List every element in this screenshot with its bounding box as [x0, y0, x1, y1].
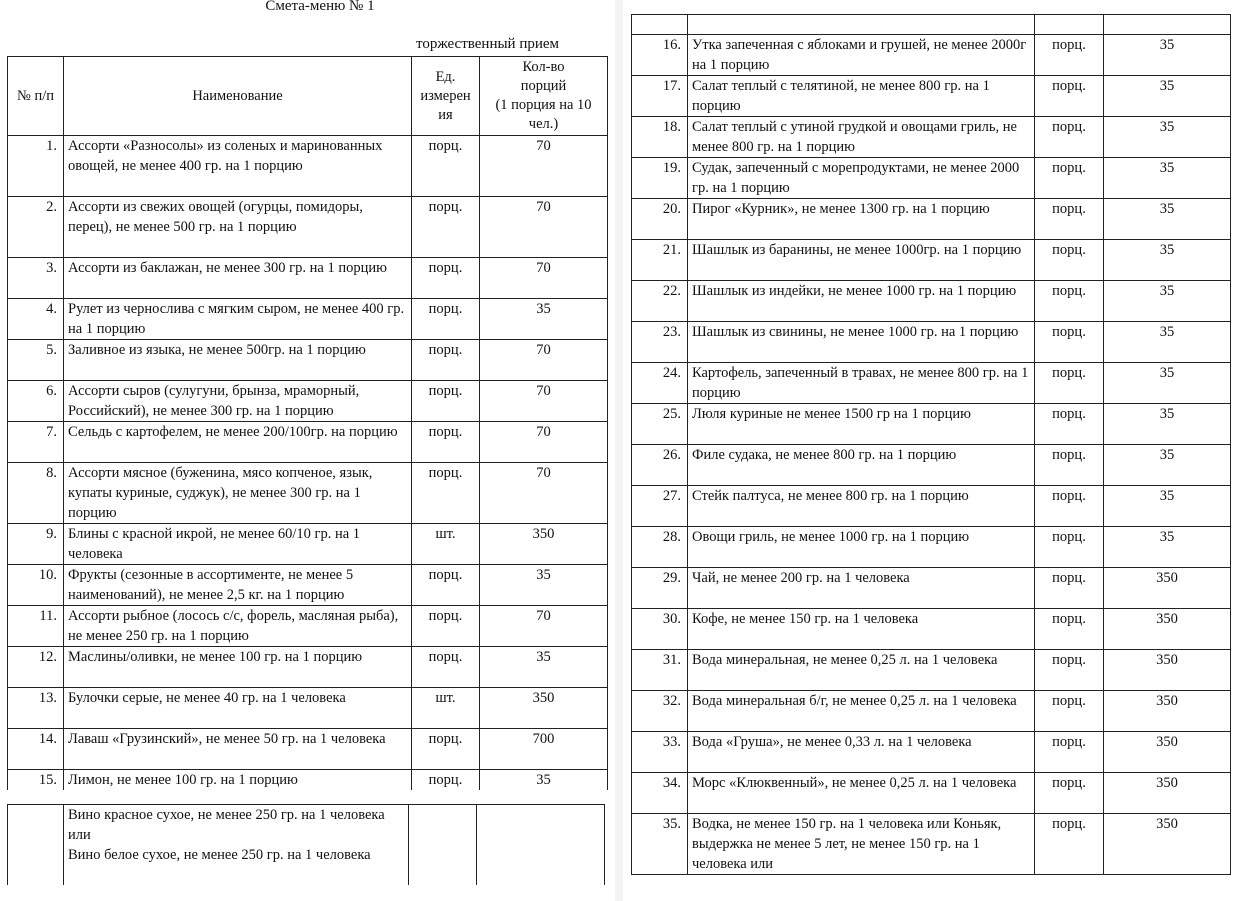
wine-table [7, 804, 605, 885]
row-number: 10. [8, 565, 64, 606]
table-row [8, 805, 605, 886]
item-unit: порц. [1035, 609, 1104, 650]
row-number: 30. [632, 609, 688, 650]
item-unit: порц. [1035, 773, 1104, 814]
item-unit: порц. [1035, 568, 1104, 609]
table-row [632, 322, 1231, 363]
item-name: Кофе, не менее 150 гр. на 1 человека [688, 609, 1035, 650]
item-unit: порц. [412, 381, 480, 422]
table-row [632, 281, 1231, 322]
item-qty: 70 [480, 463, 608, 524]
table-row [8, 422, 608, 463]
row-number: 23. [632, 322, 688, 363]
row-number: 16. [632, 35, 688, 76]
item-qty: 35 [480, 770, 608, 791]
table-row [632, 773, 1231, 814]
table-row [8, 258, 608, 299]
item-unit: порц. [412, 136, 480, 197]
item-name: Вода «Груша», не менее 0,33 л. на 1 человека [688, 732, 1035, 773]
row-number: 35. [632, 814, 688, 875]
item-qty: 35 [1104, 404, 1231, 445]
item-unit: шт. [412, 524, 480, 565]
item-unit: порц. [1035, 240, 1104, 281]
table-row [8, 299, 608, 340]
item-qty: 35 [480, 565, 608, 606]
item-unit: порц. [412, 770, 480, 791]
row-number: 8. [8, 463, 64, 524]
item-qty: 350 [1104, 568, 1231, 609]
row-number: 27. [632, 486, 688, 527]
row-number: 21. [632, 240, 688, 281]
table-row [8, 565, 608, 606]
item-qty: 350 [1104, 691, 1231, 732]
document-subtitle: торжественный прием [416, 36, 560, 52]
item-qty: 35 [480, 299, 608, 340]
item-unit: шт. [412, 688, 480, 729]
table-row [8, 606, 608, 647]
item-qty: 350 [1104, 773, 1231, 814]
table-row [632, 404, 1231, 445]
table-row [632, 732, 1231, 773]
table-row [632, 486, 1231, 527]
item-name: Шашлык из баранины, не менее 1000гр. на 1 порцию [688, 240, 1035, 281]
item-name: Блины с красной икрой, не менее 60/10 гр. на 1 человека [64, 524, 412, 565]
item-qty: 350 [1104, 650, 1231, 691]
table-row [632, 650, 1231, 691]
row-number: 13. [8, 688, 64, 729]
item-unit: порц. [1035, 486, 1104, 527]
item-qty: 35 [1104, 527, 1231, 568]
table-row [8, 197, 608, 258]
table-row [8, 340, 608, 381]
row-number: 26. [632, 445, 688, 486]
item-qty: 35 [1104, 117, 1231, 158]
item-name: Чай, не менее 200 гр. на 1 человека [688, 568, 1035, 609]
item-unit: порц. [1035, 404, 1104, 445]
header-qty: Кол-во порций (1 порция на 10 чел.) [480, 57, 608, 136]
item-name: Лимон, не менее 100 гр. на 1 порцию [64, 770, 412, 791]
item-name: Маслины/оливки, не менее 100 гр. на 1 порцию [64, 647, 412, 688]
row-number: 19. [632, 158, 688, 199]
item-qty: 35 [1104, 158, 1231, 199]
item-name: Ассорти мясное (буженина, мясо копченое, язык, купаты куриные, суджук), не менее 300 гр. на 1 порцию [64, 463, 412, 524]
item-name: Утка запеченная с яблоками и грушей, не менее 2000г на 1 порцию [688, 35, 1035, 76]
row-number: 33. [632, 732, 688, 773]
table-row [8, 136, 608, 197]
item-qty: 35 [480, 647, 608, 688]
item-name: Ассорти рыбное (лосось с/с, форель, масляная рыба), не менее 250 гр. на 1 порцию [64, 606, 412, 647]
item-qty: 350 [1104, 609, 1231, 650]
item-unit: порц. [412, 299, 480, 340]
row-number: 34. [632, 773, 688, 814]
table-row [8, 524, 608, 565]
table-row [632, 158, 1231, 199]
item-name: Люля куриные не менее 1500 гр на 1 порцию [688, 404, 1035, 445]
item-unit: порц. [1035, 650, 1104, 691]
row-number: 3. [8, 258, 64, 299]
item-qty: 350 [480, 688, 608, 729]
item-name: Водка, не менее 150 гр. на 1 человека или Коньяк, выдержка не менее 5 лет, не менее 150 гр. на 1 человека или [688, 814, 1035, 875]
item-unit: порц. [1035, 527, 1104, 568]
item-qty: 70 [480, 340, 608, 381]
item-unit: порц. [1035, 691, 1104, 732]
row-number: 15. [8, 770, 64, 791]
item-unit: порц. [412, 258, 480, 299]
table-row [632, 691, 1231, 732]
item-qty: 70 [480, 381, 608, 422]
item-name: Вода минеральная, не менее 0,25 л. на 1 человека [688, 650, 1035, 691]
row-number: 20. [632, 199, 688, 240]
row-number: 6. [8, 381, 64, 422]
item-name: Стейк палтуса, не менее 800 гр. на 1 порцию [688, 486, 1035, 527]
table-row [632, 814, 1231, 875]
item-name: Булочки серые, не менее 40 гр. на 1 человека [64, 688, 412, 729]
item-qty: 35 [1104, 281, 1231, 322]
item-name: Морс «Клюквенный», не менее 0,25 л. на 1 человека [688, 773, 1035, 814]
item-qty: 70 [480, 258, 608, 299]
table-row [8, 688, 608, 729]
item-qty: 35 [1104, 322, 1231, 363]
item-unit: порц. [412, 422, 480, 463]
item-name: Ассорти «Разносолы» из соленых и маринованных овощей, не менее 400 гр. на 1 порцию [64, 136, 412, 197]
row-number: 4. [8, 299, 64, 340]
item-qty: 70 [480, 197, 608, 258]
item-unit: порц. [1035, 35, 1104, 76]
row-number: 29. [632, 568, 688, 609]
table-row [632, 568, 1231, 609]
item-unit: порц. [412, 729, 480, 770]
table-row [632, 117, 1231, 158]
item-qty: 70 [480, 136, 608, 197]
item-qty: 700 [480, 729, 608, 770]
item-name: Салат теплый с телятиной, не менее 800 гр. на 1 порцию [688, 76, 1035, 117]
item-qty: 35 [1104, 35, 1231, 76]
row-number: 32. [632, 691, 688, 732]
item-unit: порц. [1035, 363, 1104, 404]
row-number: 7. [8, 422, 64, 463]
wine-name: Вино красное сухое, не менее 250 гр. на 1 человека или Вино белое сухое, не менее 250 гр. на 1 человека [64, 805, 409, 886]
item-name: Судак, запеченный с морепродуктами, не менее 2000 гр. на 1 порцию [688, 158, 1035, 199]
item-unit: порц. [1035, 158, 1104, 199]
item-unit: порц. [1035, 814, 1104, 875]
row-number: 28. [632, 527, 688, 568]
item-qty: 35 [1104, 199, 1231, 240]
item-name: Фрукты (сезонные в ассортименте, не менее 5 наименований), не менее 2,5 кг. на 1 порцию [64, 565, 412, 606]
item-qty: 35 [1104, 76, 1231, 117]
table-row [632, 35, 1231, 76]
item-name: Рулет из чернослива с мягким сыром, не менее 400 гр. на 1 порцию [64, 299, 412, 340]
row-number: 5. [8, 340, 64, 381]
item-name: Заливное из языка, не менее 500гр. на 1 порцию [64, 340, 412, 381]
item-name: Картофель, запеченный в травах, не менее 800 гр. на 1 порцию [688, 363, 1035, 404]
row-number: 31. [632, 650, 688, 691]
item-qty: 70 [480, 606, 608, 647]
item-name: Вода минеральная б/г, не менее 0,25 л. на 1 человека [688, 691, 1035, 732]
item-unit: порц. [1035, 732, 1104, 773]
item-qty: 70 [480, 422, 608, 463]
row-number: 17. [632, 76, 688, 117]
item-unit: порц. [412, 606, 480, 647]
item-name: Ассорти из баклажан, не менее 300 гр. на 1 порцию [64, 258, 412, 299]
table-row [8, 647, 608, 688]
menu-table-left [7, 56, 608, 790]
item-unit: порц. [1035, 76, 1104, 117]
item-qty: 350 [480, 524, 608, 565]
item-unit: порц. [412, 647, 480, 688]
table-header-row [632, 15, 1231, 35]
item-unit: порц. [412, 565, 480, 606]
row-number: 25. [632, 404, 688, 445]
table-header-row [8, 57, 608, 136]
header-unit: Ед. измерен ия [412, 57, 480, 136]
table-row [8, 729, 608, 770]
table-row [632, 363, 1231, 404]
item-qty: 35 [1104, 363, 1231, 404]
item-name: Ассорти из свежих овощей (огурцы, помидоры, перец), не менее 500 гр. на 1 порцию [64, 197, 412, 258]
table-row [8, 463, 608, 524]
item-name: Шашлык из свинины, не менее 1000 гр. на 1 порцию [688, 322, 1035, 363]
item-unit: порц. [412, 463, 480, 524]
table-row [8, 770, 608, 791]
row-number: 22. [632, 281, 688, 322]
table-row [8, 381, 608, 422]
table-row [632, 76, 1231, 117]
header-name: Наименование [64, 57, 412, 136]
item-name: Салат теплый с утиной грудкой и овощами гриль, не менее 800 гр. на 1 порцию [688, 117, 1035, 158]
table-row [632, 527, 1231, 568]
table-row [632, 199, 1231, 240]
row-number: 2. [8, 197, 64, 258]
row-number: 12. [8, 647, 64, 688]
item-unit: порц. [1035, 117, 1104, 158]
item-unit: порц. [412, 340, 480, 381]
table-row [632, 445, 1231, 486]
item-name: Сельдь с картофелем, не менее 200/100гр. на порцию [64, 422, 412, 463]
item-name: Ассорти сыров (сулугуни, брынза, мраморный, Российский), не менее 300 гр. на 1 порцию [64, 381, 412, 422]
item-qty: 350 [1104, 732, 1231, 773]
row-number: 11. [8, 606, 64, 647]
item-unit: порц. [1035, 445, 1104, 486]
menu-table-right [631, 14, 1231, 875]
row-number: 1. [8, 136, 64, 197]
row-number: 18. [632, 117, 688, 158]
item-name: Филе судака, не менее 800 гр. на 1 порцию [688, 445, 1035, 486]
item-unit: порц. [1035, 281, 1104, 322]
item-qty: 35 [1104, 486, 1231, 527]
row-number: 9. [8, 524, 64, 565]
table-row [632, 609, 1231, 650]
item-qty: 35 [1104, 240, 1231, 281]
item-qty: 350 [1104, 814, 1231, 875]
item-unit: порц. [1035, 322, 1104, 363]
item-unit: порц. [1035, 199, 1104, 240]
item-name: Лаваш «Грузинский», не менее 50 гр. на 1 человека [64, 729, 412, 770]
item-qty: 35 [1104, 445, 1231, 486]
item-name: Шашлык из индейки, не менее 1000 гр. на 1 порцию [688, 281, 1035, 322]
page-divider [615, 0, 623, 901]
table-row [632, 240, 1231, 281]
document-title: Смета-меню № 1 [265, 0, 375, 14]
header-num: № п/п [8, 57, 64, 136]
item-unit: порц. [412, 197, 480, 258]
row-number: 14. [8, 729, 64, 770]
item-name: Пирог «Курник», не менее 1300 гр. на 1 порцию [688, 199, 1035, 240]
item-name: Овощи гриль, не менее 1000 гр. на 1 порцию [688, 527, 1035, 568]
row-number: 24. [632, 363, 688, 404]
